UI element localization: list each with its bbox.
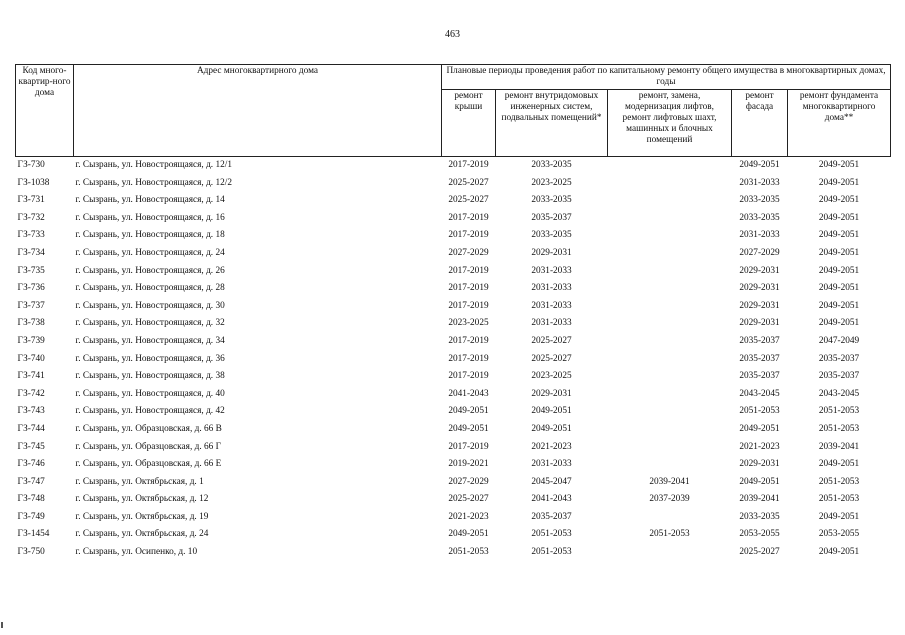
cell-foundation: 2049-2051 <box>818 177 860 188</box>
page-number: 463 <box>445 29 460 40</box>
cell-code: ГЗ-742 <box>17 388 45 399</box>
cell-address: г. Сызрань, ул. Октябрьская, д. 12 <box>75 494 209 505</box>
cell-foundation: 2049-2051 <box>818 300 860 311</box>
cell-lifts <box>608 157 732 175</box>
cell-address: г. Сызрань, ул. Новостроящаяся, д. 42 <box>75 406 225 417</box>
cell-roof: 2049-2051 <box>448 406 489 417</box>
cell-facade: 2033-2035 <box>739 511 780 522</box>
cell-code: ГЗ-746 <box>17 459 45 470</box>
table-row <box>16 263 891 281</box>
header-periods: Плановые периоды проведения работ по капитальному ремонту общего имущества в многоквартирных домах, годы <box>442 65 891 90</box>
cell-lifts <box>608 544 732 562</box>
cell-foundation: 2039-2041 <box>818 441 860 452</box>
cell-code: ГЗ-735 <box>17 265 45 276</box>
cell-address: г. Сызрань, ул. Новостроящаяся, д. 24 <box>75 247 225 258</box>
cell-address: г. Сызрань, ул. Октябрьская, д. 24 <box>75 529 209 540</box>
cell-lifts <box>608 333 732 351</box>
cell-address: г. Сызрань, ул. Октябрьская, д. 19 <box>75 511 209 522</box>
table-row <box>16 315 891 333</box>
cell-lifts <box>608 368 732 386</box>
cell-roof: 2019-2021 <box>448 459 489 470</box>
cell-foundation: 2053-2055 <box>818 529 860 540</box>
cell-roof: 2017-2019 <box>448 441 489 452</box>
cell-facade: 2049-2051 <box>739 160 780 170</box>
cell-foundation: 2035-2037 <box>818 371 860 382</box>
cell-foundation: 2035-2037 <box>818 353 860 364</box>
cell-systems: 2031-2033 <box>531 459 572 470</box>
table-header <box>16 65 891 157</box>
table-row <box>16 157 891 175</box>
cell-lifts <box>608 175 732 193</box>
cell-code: ГЗ-737 <box>17 300 45 311</box>
table-row <box>16 245 891 263</box>
cell-roof: 2041-2043 <box>448 388 489 399</box>
cell-address: г. Сызрань, ул. Образцовская, д. 66 В <box>75 423 222 434</box>
cell-address: г. Сызрань, ул. Октябрьская, д. 1 <box>75 476 204 487</box>
cell-roof: 2021-2023 <box>448 511 489 522</box>
cell-lifts <box>608 227 732 245</box>
table-row <box>16 298 891 316</box>
cell-facade: 2029-2031 <box>739 283 780 294</box>
cell-foundation: 2049-2051 <box>818 547 860 558</box>
capital-repair-table <box>15 64 891 562</box>
cell-roof: 2049-2051 <box>448 529 489 540</box>
cell-roof: 2025-2027 <box>448 195 489 206</box>
cell-address: г. Сызрань, ул. Новостроящаяся, д. 12/1 <box>75 160 232 170</box>
cell-address: г. Сызрань, ул. Новостроящаяся, д. 18 <box>75 230 225 241</box>
cell-foundation: 2049-2051 <box>818 230 860 241</box>
cell-systems: 2031-2033 <box>531 283 572 294</box>
header-code: Код много-квартир-ного дома <box>16 65 74 157</box>
table-row <box>16 386 891 404</box>
cell-roof: 2017-2019 <box>448 335 489 346</box>
cell-lifts <box>608 192 732 210</box>
cell-address: г. Сызрань, ул. Новостроящаяся, д. 34 <box>75 335 225 346</box>
cell-foundation: 2043-2045 <box>818 388 860 399</box>
cell-code: ГЗ-743 <box>17 406 45 417</box>
header-address: Адрес многоквартирного дома <box>74 65 442 157</box>
cell-foundation: 2049-2051 <box>818 265 860 276</box>
cell-facade: 2025-2027 <box>739 547 780 558</box>
cell-facade: 2029-2031 <box>739 318 780 329</box>
cell-systems: 2049-2051 <box>531 423 572 434</box>
cell-systems: 2031-2033 <box>531 318 572 329</box>
cell-facade: 2049-2051 <box>739 423 780 434</box>
table-row <box>16 544 891 562</box>
cell-systems: 2049-2051 <box>531 406 572 417</box>
cell-systems: 2041-2043 <box>531 494 572 505</box>
cell-systems: 2029-2031 <box>531 388 572 399</box>
cell-systems: 2031-2033 <box>531 300 572 311</box>
cell-roof: 2017-2019 <box>448 283 489 294</box>
cell-code: ГЗ-1038 <box>17 177 50 188</box>
cell-systems: 2023-2025 <box>531 177 572 188</box>
cell-lifts <box>608 421 732 439</box>
cell-code: ГЗ-744 <box>17 423 45 434</box>
table-row <box>16 368 891 386</box>
cell-facade: 2029-2031 <box>739 265 780 276</box>
cell-code: ГЗ-730 <box>17 160 45 170</box>
cell-code: ГЗ-733 <box>17 230 45 241</box>
cell-code: ГЗ-747 <box>17 476 45 487</box>
cell-facade: 2035-2037 <box>739 371 780 382</box>
cell-systems: 2023-2025 <box>531 371 572 382</box>
cell-address: г. Сызрань, ул. Новостроящаяся, д. 40 <box>75 388 225 399</box>
cell-roof: 2025-2027 <box>448 494 489 505</box>
cell-facade: 2039-2041 <box>739 494 780 505</box>
cell-lifts <box>608 403 732 421</box>
cell-address: г. Сызрань, ул. Новостроящаяся, д. 14 <box>75 195 225 206</box>
cell-address: г. Сызрань, ул. Осипенко, д. 10 <box>75 547 198 558</box>
cell-foundation: 2051-2053 <box>818 423 860 434</box>
cell-systems: 2025-2027 <box>531 335 572 346</box>
table-row <box>16 456 891 474</box>
cell-code: ГЗ-734 <box>17 247 45 258</box>
cell-systems: 2033-2035 <box>531 195 572 206</box>
table-row <box>16 403 891 421</box>
cell-lifts <box>608 509 732 527</box>
table-row <box>16 280 891 298</box>
cell-code: ГЗ-740 <box>17 353 45 364</box>
table-body <box>16 157 891 562</box>
cell-facade: 2021-2023 <box>739 441 780 452</box>
cell-facade: 2029-2031 <box>739 459 780 470</box>
table-row <box>16 175 891 193</box>
cell-facade: 2053-2055 <box>739 529 780 540</box>
cell-code: ГЗ-748 <box>17 494 45 505</box>
cell-systems: 2029-2031 <box>531 247 572 258</box>
cell-roof: 2049-2051 <box>448 423 489 434</box>
cell-lifts <box>608 351 732 369</box>
cell-code: ГЗ-739 <box>17 335 45 346</box>
scan-speck <box>1 622 3 628</box>
cell-systems: 2021-2023 <box>531 441 572 452</box>
cell-systems: 2045-2047 <box>531 476 572 487</box>
cell-foundation: 2049-2051 <box>818 212 860 223</box>
cell-address: г. Сызрань, ул. Новостроящаяся, д. 16 <box>75 212 225 223</box>
cell-facade: 2033-2035 <box>739 212 780 223</box>
cell-address: г. Сызрань, ул. Образцовская, д. 66 Е <box>75 459 222 470</box>
table-row <box>16 351 891 369</box>
cell-systems: 2033-2035 <box>531 230 572 241</box>
cell-facade: 2051-2053 <box>739 406 780 417</box>
cell-facade: 2049-2051 <box>739 476 780 487</box>
cell-address: г. Сызрань, ул. Новостроящаяся, д. 32 <box>75 318 225 329</box>
cell-lifts <box>608 245 732 263</box>
cell-address: г. Сызрань, ул. Новостроящаяся, д. 12/2 <box>75 177 232 188</box>
cell-roof: 2023-2025 <box>448 318 489 329</box>
cell-systems: 2033-2035 <box>531 160 572 170</box>
cell-roof: 2017-2019 <box>448 160 489 170</box>
table-row <box>16 526 891 544</box>
cell-facade: 2031-2033 <box>739 230 780 241</box>
cell-address: г. Сызрань, ул. Новостроящаяся, д. 30 <box>75 300 225 311</box>
cell-lifts <box>608 315 732 333</box>
cell-lifts <box>608 386 732 404</box>
cell-foundation: 2047-2049 <box>818 335 860 346</box>
cell-systems: 2025-2027 <box>531 353 572 364</box>
cell-code: ГЗ-736 <box>17 283 45 294</box>
cell-lifts <box>608 280 732 298</box>
cell-lifts <box>608 439 732 457</box>
table-row <box>16 474 891 492</box>
cell-foundation: 2051-2053 <box>818 476 860 487</box>
cell-code: ГЗ-731 <box>17 195 45 206</box>
table-row <box>16 421 891 439</box>
cell-address: г. Сызрань, ул. Новостроящаяся, д. 28 <box>75 283 225 294</box>
cell-systems: 2035-2037 <box>531 212 572 223</box>
cell-address: г. Сызрань, ул. Образцовская, д. 66 Г <box>75 441 221 452</box>
cell-systems: 2051-2053 <box>531 529 572 540</box>
cell-foundation: 2049-2051 <box>818 511 860 522</box>
cell-lifts: 2039-2041 <box>649 476 690 487</box>
cell-code: ГЗ-738 <box>17 318 45 329</box>
cell-foundation: 2051-2053 <box>818 494 860 505</box>
cell-foundation: 2049-2051 <box>818 247 860 258</box>
table-row <box>16 491 891 509</box>
cell-roof: 2017-2019 <box>448 353 489 364</box>
header-lifts: ремонт, замена, модернизация лифтов, ремонт лифтовых шахт, машинных и блочных помещений <box>608 90 732 157</box>
table-row <box>16 210 891 228</box>
cell-foundation: 2049-2051 <box>818 318 860 329</box>
cell-facade: 2035-2037 <box>739 353 780 364</box>
cell-facade: 2033-2035 <box>739 195 780 206</box>
cell-code: ГЗ-750 <box>17 547 45 558</box>
cell-facade: 2043-2045 <box>739 388 780 399</box>
table-row <box>16 509 891 527</box>
table-row <box>16 439 891 457</box>
cell-roof: 2025-2027 <box>448 177 489 188</box>
cell-code: ГЗ-1454 <box>17 529 50 540</box>
cell-foundation: 2049-2051 <box>818 195 860 206</box>
cell-lifts <box>608 210 732 228</box>
cell-systems: 2051-2053 <box>531 547 572 558</box>
cell-roof: 2027-2029 <box>448 476 489 487</box>
cell-roof: 2017-2019 <box>448 230 489 241</box>
header-systems: ремонт внутридомовых инженерных систем, подвальных помещений* <box>496 90 608 157</box>
header-facade: ремонт фасада <box>732 90 788 157</box>
cell-roof: 2017-2019 <box>448 212 489 223</box>
cell-lifts: 2037-2039 <box>649 494 690 505</box>
cell-address: г. Сызрань, ул. Новостроящаяся, д. 26 <box>75 265 225 276</box>
cell-foundation: 2049-2051 <box>818 459 860 470</box>
cell-code: ГЗ-745 <box>17 441 45 452</box>
cell-roof: 2027-2029 <box>448 247 489 258</box>
header-foundation: ремонт фундамента многоквартирного дома** <box>788 90 891 157</box>
table-row <box>16 192 891 210</box>
cell-lifts <box>608 263 732 281</box>
cell-foundation: 2049-2051 <box>818 283 860 294</box>
cell-lifts: 2051-2053 <box>649 529 690 540</box>
table-row <box>16 227 891 245</box>
cell-address: г. Сызрань, ул. Новостроящаяся, д. 36 <box>75 353 225 364</box>
cell-facade: 2035-2037 <box>739 335 780 346</box>
cell-code: ГЗ-741 <box>17 371 45 382</box>
cell-facade: 2029-2031 <box>739 300 780 311</box>
cell-roof: 2017-2019 <box>448 265 489 276</box>
cell-code: ГЗ-732 <box>17 212 45 223</box>
table-row <box>16 333 891 351</box>
cell-facade: 2027-2029 <box>739 247 780 258</box>
cell-facade: 2031-2033 <box>739 177 780 188</box>
cell-lifts <box>608 456 732 474</box>
cell-roof: 2017-2019 <box>448 300 489 311</box>
cell-address: г. Сызрань, ул. Новостроящаяся, д. 38 <box>75 371 225 382</box>
cell-code: ГЗ-749 <box>17 511 45 522</box>
cell-roof: 2017-2019 <box>448 371 489 382</box>
cell-systems: 2031-2033 <box>531 265 572 276</box>
cell-roof: 2051-2053 <box>448 547 489 558</box>
cell-foundation: 2051-2053 <box>818 406 860 417</box>
cell-foundation: 2049-2051 <box>818 160 860 170</box>
cell-systems: 2035-2037 <box>531 511 572 522</box>
cell-lifts <box>608 298 732 316</box>
header-roof: ремонт крыши <box>442 90 496 157</box>
